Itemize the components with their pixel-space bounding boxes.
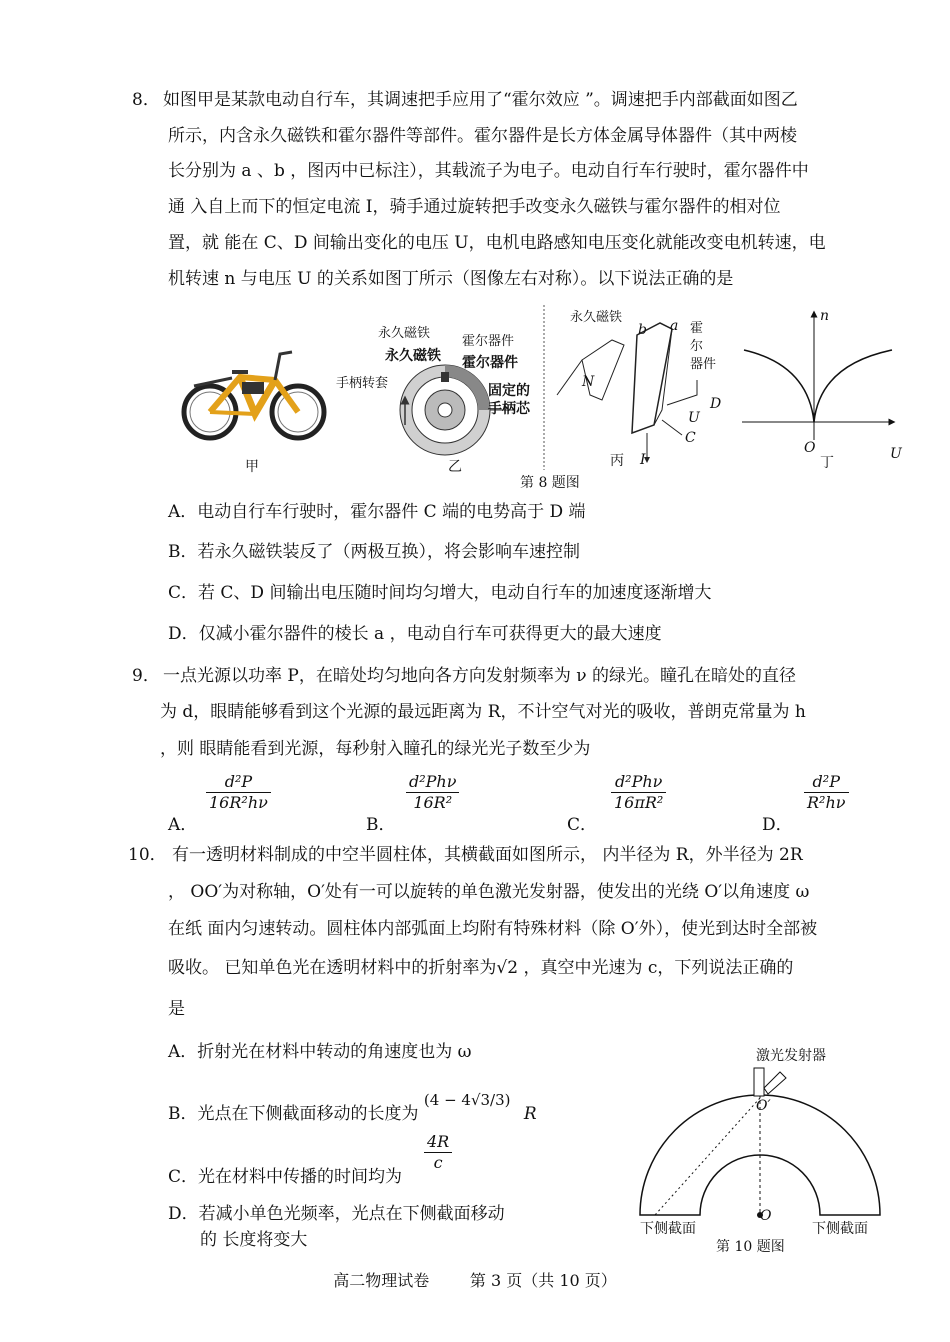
q8-number: 8．: [132, 90, 160, 110]
q10-option-c: C．光在材料中传播的时间均为 $\frac{4R}{c}$: [168, 1132, 488, 1192]
q10-option-d-line-1: D．若减小单色光频率，光点在下侧截面移动: [168, 1204, 505, 1224]
q8-option-d: D．仅减小霍尔器件的棱长 a ，电动自行车可获得更大的最大速度: [168, 624, 662, 644]
q10-left-face-label: 下侧截面: [640, 1221, 696, 1237]
q10-stem-line-4: 吸收。 已知单色光在透明材料中的折射率为√2 ，真空中光速为 c，下列说法正确的: [168, 958, 794, 978]
ebike-illustration: [180, 342, 330, 452]
bing-n-label: N: [582, 374, 595, 390]
bing-hall-label: 霍 尔 器件: [690, 321, 717, 372]
q9-stem-line-3: ，则 眼睛能看到光源，每秒射入瞳孔的绿光光子数至少为: [160, 739, 591, 759]
q8-stem-line-3: 长分别为 a 、b ，图丙中已标注），其载流子为电子。电动自行车行驶时，霍尔器件中: [168, 161, 809, 181]
q8-stem-line-1: 如图甲是某款电动自行车，其调速把手应用了“霍尔效应 ”。调速把手内部截面如图乙: [163, 90, 798, 110]
q8-stem-line-6: 机转速 n 与电压 U 的关系如图丁所示（图像左右对称）。以下说法正确的是: [168, 269, 734, 289]
q10-o-prime-label: O′: [756, 1098, 771, 1114]
yi-grip-label: 手柄转套: [336, 376, 389, 391]
figure-jia-label: 甲: [245, 459, 259, 475]
bing-u-label: U: [688, 410, 700, 426]
q10-stem-line-5: 是: [168, 999, 185, 1019]
q8-stem-line-2: 所示，内含永久磁铁和霍尔器件等部件。霍尔器件是长方体金属导体器件（其中两棱: [168, 126, 797, 146]
q8-figure: [170, 300, 910, 495]
bing-a-label: a: [670, 318, 679, 334]
bing-i-label: I: [640, 452, 646, 468]
yi-hall-bold-label: 霍尔器件: [462, 355, 518, 371]
figure-ding-label: 丁: [820, 455, 834, 471]
yi-core-label: 固定的 手柄芯: [488, 383, 530, 417]
q10-figure: [630, 1060, 900, 1230]
q10-option-d-line-2: 的 长度将变大: [200, 1230, 308, 1250]
figure-bing-label: 丙: [610, 453, 624, 469]
bing-c-label: C: [685, 430, 696, 446]
q10-option-a: A．折射光在材料中转动的角速度也为 ω: [168, 1042, 472, 1062]
q8-option-a: A．电动自行车行驶时，霍尔器件 C 端的电势高于 D 端: [168, 502, 586, 522]
q10-o-label: O: [760, 1208, 772, 1224]
bing-b-label: b: [638, 322, 647, 338]
q9-stem-line-2: 为 d，眼睛能够看到这个光源的最远距离为 R，不计空气对光的吸收，普朗克常量为 h: [160, 702, 806, 722]
q10-stem-line-3: 在纸 面内匀速转动。圆柱体内部弧面上均附有特殊材料（除 O′外），使光到达时全部被: [168, 919, 818, 939]
q8-stem-line-4: 通 入自上而下的恒定电流 I，骑手通过旋转把手改变永久磁铁与霍尔器件的相对位: [168, 197, 781, 217]
q8-option-c: C．若 C、D 间输出电压随时间均匀增大，电动自行车的加速度逐渐增大: [168, 583, 712, 603]
q10-number: 10．: [128, 845, 167, 865]
yi-magnet-bold-label: 永久磁铁: [385, 348, 441, 364]
page-footer: 高二物理试卷 第 3 页（共 10 页）: [333, 1271, 617, 1290]
q10-right-face-label: 下侧截面: [812, 1221, 868, 1237]
yi-hall-small-label: 霍尔器件: [462, 334, 515, 349]
q8-option-b: B．若永久磁铁装反了（两极互换），将会影响车速控制: [168, 542, 580, 562]
q8-stem-line-5: 置，就 能在 C、D 间输出变化的电压 U，电机电路感知电压变化就能改变电机转速，电: [168, 233, 826, 253]
q10-figure-caption: 第 10 题图: [716, 1239, 785, 1255]
yi-magnet-small-label: 永久磁铁: [378, 326, 431, 341]
q10-stem-line-2: ， OO′为对称轴，O′处有一可以旋转的单色激光发射器，使发出的光绕 O′以角速度 ω: [168, 882, 810, 902]
q10-option-b: B．光点在下侧截面移动的长度为 (4 − 4√3/3) R: [168, 1091, 537, 1124]
figure-yi-label: 乙: [448, 459, 462, 475]
q8-figure-caption: 第 8 题图: [520, 475, 580, 491]
ding-n-label: n: [820, 308, 830, 324]
q10-stem-line-1: 有一透明材料制成的中空半圆柱体，其横截面如图所示， 内半径为 R，外半径为 2R: [172, 845, 803, 865]
bing-d-label: D: [710, 396, 722, 412]
q9-number: 9．: [132, 666, 160, 686]
q9-stem-line-1: 一点光源以功率 P，在暗处均匀地向各方向发射频率为 ν 的绿光。瞳孔在暗处的直径: [163, 666, 796, 686]
ding-o-label: O: [804, 440, 816, 456]
ding-u-label: U: [890, 446, 902, 462]
q10-laser-label: 激光发射器: [756, 1048, 826, 1064]
n-u-graph: [742, 310, 902, 450]
bing-magnet-label: 永久磁铁: [570, 310, 623, 325]
